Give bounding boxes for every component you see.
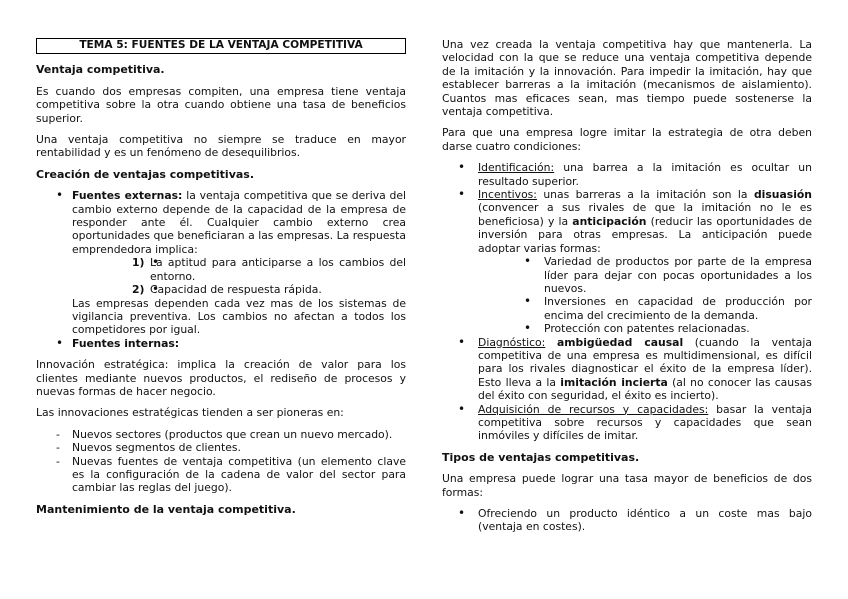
- label-incentivos: Incentivos:: [478, 188, 537, 202]
- list-item-sectores: - Nuevos sectores (productos que crean un nuevo mercado).: [36, 428, 406, 441]
- paragraph-definition: Es cuando dos empresas compiten, una empresa tiene ventaja competitiva sobre la otra cuando obtiene una tasa de beneficios superior.: [36, 84, 406, 125]
- list-item-adquisicion: [442, 403, 812, 443]
- term-disuasion: disuasión: [753, 188, 812, 202]
- paragraph-pioneras: Las innovaciones estratégicas tienden a ser pioneras en:: [36, 406, 344, 420]
- paragraph-innovacion: Innovación estratégica: implica la creación de valor para los clientes mediante nuevos productos, el rediseño de procesos y nuevas formas de hacer negocio.: [36, 358, 406, 398]
- numbered-text-1: La aptitud para anticiparse a los cambios del entorno.: [150, 256, 406, 283]
- types-list: [442, 507, 812, 534]
- left-column: [36, 38, 406, 524]
- text-fuentes-externas: la ventaja competitiva que se deriva del cambio externo depende de la capacidad de la empresa de responder ante él. Cualquier cambio externo crea oportunidades que beneficiaran a las empresas. La respuesta emprendedora implica:: [72, 189, 406, 256]
- list-item-identificacion: [442, 161, 812, 188]
- numbered-item-2: [132, 283, 406, 296]
- heading-mantenimiento: Mantenimiento de la ventaja competitiva.: [36, 502, 296, 516]
- text-diagnostico-1: (cuando la ventaja competitiva de una empresa es multidimensional, es difícil para los rivales diagnosticar el éxito de la empresa líder). Esto lleva a la: [478, 335, 812, 389]
- anticipation-forms-list: [508, 255, 812, 335]
- paragraph-rentabilidad: Una ventaja competitiva no siempre se traduce en mayor rentabilidad y es un fenómeno de desequilibrios.: [36, 133, 406, 160]
- label-fuentes-internas: Fuentes internas:: [72, 336, 180, 350]
- label-diagnostico: Diagnóstico:: [478, 335, 546, 349]
- text-incentivos-3: (reducir las oportunidades de inversión para otras empresas. La anticipación puede adoptar varias formas:: [478, 214, 812, 255]
- innovation-list: [36, 428, 406, 495]
- list-item-segmentos: - Nuevos segmentos de clientes.: [36, 441, 406, 454]
- right-column: [442, 38, 812, 534]
- document-title: TEMA 5: FUENTES DE LA VENTAJA COMPETITIVA: [36, 38, 406, 54]
- numbered-text-2: Capacidad de respuesta rápida.: [150, 283, 322, 297]
- number-2: • 2): [132, 283, 145, 297]
- text-vigilancia: Las empresas dependen cada vez mas de los sistemas de vigilancia preventiva. Los cambios no afectan a todos los competidores por igual.: [72, 296, 406, 337]
- list-item-patentes: • Protección con patentes relacionadas.: [508, 322, 812, 335]
- text-incentivos-2: (convencer a sus rivales de que la imitación no le es beneficiosa) y la: [478, 201, 812, 228]
- list-item-incentivos: [442, 188, 812, 335]
- paragraph-formas: Una empresa puede lograr una tasa mayor de beneficios de dos formas:: [442, 472, 812, 499]
- list-item-fuentes-internas: [36, 337, 406, 350]
- list-item-fuentes-externas: [36, 189, 406, 336]
- heading-ventaja-competitiva: Ventaja competitiva.: [36, 63, 165, 77]
- heading-tipos: Tipos de ventajas competitivas.: [442, 450, 640, 464]
- text-identificacion: una barrea a la imitación es ocultar un resultado superior.: [478, 161, 812, 188]
- numbered-list: [132, 256, 406, 296]
- numbered-item-1: [132, 256, 406, 283]
- term-imitacion-incierta: imitación incierta: [560, 375, 668, 389]
- sources-list: [36, 189, 406, 350]
- list-item-costes: • Ofreciendo un producto idéntico a un coste mas bajo (ventaja en costes).: [442, 507, 812, 534]
- conditions-list: [442, 161, 812, 443]
- number-1: • 1): [132, 256, 145, 270]
- text-diagnostico-2: (al no conocer las causas del éxito con seguridad, el éxito es incierto).: [478, 375, 812, 403]
- paragraph-mantener: Una vez creada la ventaja competitiva hay que mantenerla. La velocidad con la que se reduce una ventaja competitiva depende de la imitación y la innovación. Para impedir la imitación, hay que establecer barreras a la imitación (mecanismos de aislamiento). Cuantos mas eficaces sean, mas tiempo puede sostenerse la ventaja competitiva.: [442, 38, 812, 119]
- text-incentivos-1: unas barreras a la imitación son la: [536, 188, 754, 202]
- list-item-fuentes: - Nuevas fuentes de ventaja competitiva (un elemento clave es la configuración de la cadena de valor del sector para cambiar las reglas del juego).: [36, 455, 406, 495]
- term-anticipacion: anticipación: [572, 214, 647, 228]
- label-adquisicion: Adquisición de recursos y capacidades:: [478, 402, 709, 416]
- label-fuentes-externas: Fuentes externas:: [72, 189, 183, 203]
- list-item-variedad: • Variedad de productos por parte de la empresa líder para dejar con pocas oportunidades a los nuevos.: [508, 255, 812, 295]
- list-item-diagnostico: [442, 336, 812, 403]
- text-adquisicion: basar la ventaja competitiva sobre recursos y capacidades que sean inmóviles y difíciles de imitar.: [478, 402, 813, 443]
- list-item-inversiones: • Inversiones en capacidad de producción por encima del crecimiento de la demanda.: [508, 295, 812, 322]
- paragraph-condiciones: Para que una empresa logre imitar la estrategia de otra deben darse cuatro condiciones:: [442, 126, 812, 153]
- term-ambiguedad: ambigüedad causal: [556, 335, 684, 349]
- label-identificacion: Identificación:: [478, 161, 555, 175]
- heading-creacion: Creación de ventajas competitivas.: [36, 167, 255, 181]
